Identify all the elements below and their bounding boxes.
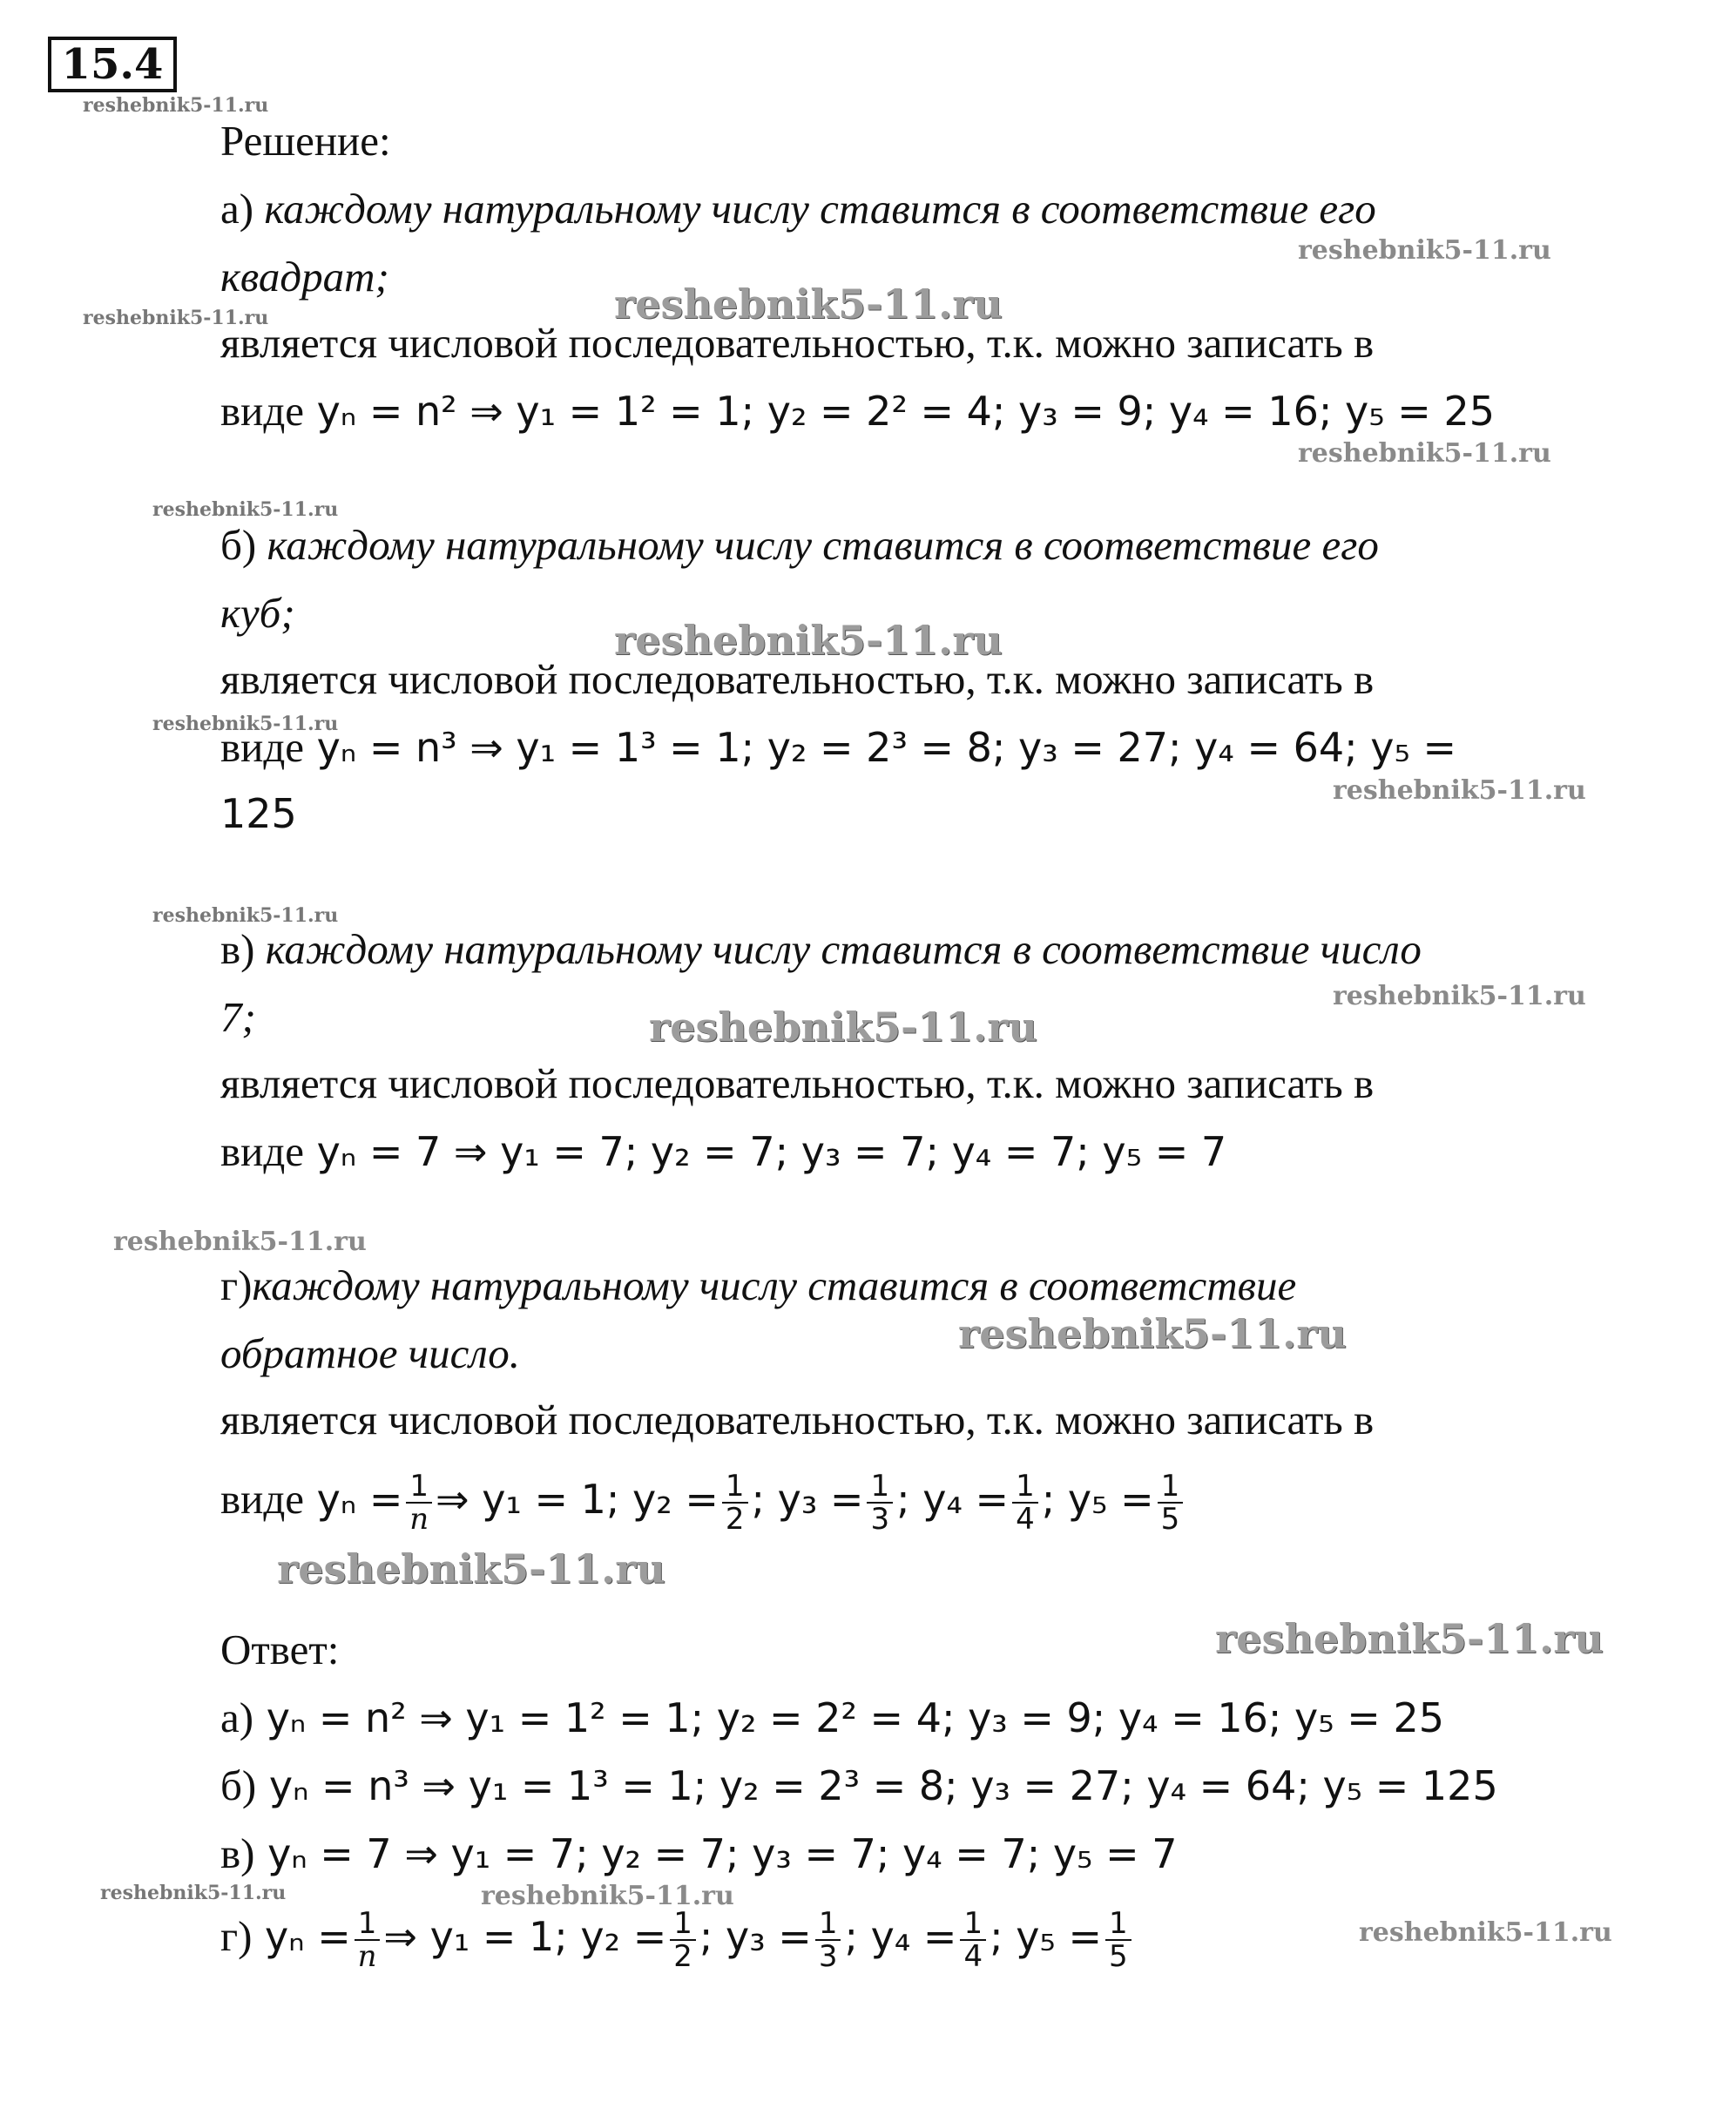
- fraction-numerator: 1: [960, 1908, 986, 1941]
- part-label: г): [220, 1912, 253, 1960]
- formula: y₂ =: [632, 1476, 719, 1523]
- problem-number: 15.4: [48, 37, 177, 92]
- formula: yₙ =: [265, 1913, 351, 1960]
- watermark: reshebnik5-11.ru: [958, 1310, 1347, 1357]
- fraction-denominator: 4: [1016, 1501, 1035, 1537]
- part-condition-line: 7;: [220, 993, 256, 1041]
- fraction: [722, 1470, 748, 1535]
- fraction-denominator: 2: [725, 1501, 745, 1537]
- watermark: reshebnik5-11.ru: [1298, 438, 1551, 469]
- watermark: reshebnik5-11.ru: [1298, 235, 1551, 266]
- fraction: [815, 1905, 841, 1974]
- fraction-numerator: 1: [815, 1908, 841, 1941]
- fraction-denominator: 4: [963, 1938, 983, 1974]
- part-b-condition: [220, 519, 1379, 571]
- fraction: [406, 1470, 432, 1535]
- formula: yₙ = 7 ⇒ y₁ = 7; y₂ = 7; y₃ = 7; y₄ = 7; y₅ = 7: [316, 1128, 1227, 1175]
- part-condition-line: каждому натуральному числу ставится в соответствие его: [267, 521, 1379, 569]
- formula: ; y₄ =: [896, 1476, 1010, 1523]
- part-label: в): [220, 1829, 255, 1877]
- part-condition-line: обратное число.: [220, 1329, 521, 1377]
- fraction: [355, 1905, 381, 1974]
- formula: ; y₄ =: [844, 1913, 957, 1960]
- formula: yₙ = 7 ⇒ y₁ = 7; y₂ = 7; y₃ = 7; y₄ = 7; y₅ = 7: [267, 1830, 1178, 1877]
- formula: ; y₅ =: [1041, 1476, 1154, 1523]
- fraction: [670, 1905, 696, 1974]
- watermark: reshebnik5-11.ru: [614, 281, 1003, 328]
- formula: ⇒ y₁ = 1;: [383, 1913, 568, 1960]
- part-c-condition: [220, 923, 1422, 976]
- answer-a: [220, 1692, 1444, 1744]
- part-condition-line: каждому натуральному числу ставится в соответствие число: [265, 925, 1422, 973]
- fraction-denominator: 2: [673, 1938, 692, 1974]
- formula: yₙ = n³ ⇒ y₁ = 1³ = 1; y₂ = 2³ = 8; y₃ = 27; y₄ = 64; y₅ =: [316, 724, 1457, 771]
- fraction-numerator: 1: [1158, 1470, 1184, 1504]
- part-explanation: является числовой последовательностью, т.к. можно записать в: [220, 655, 1375, 703]
- fraction-denominator: 5: [1160, 1501, 1180, 1537]
- formula-continuation: 125: [220, 790, 297, 837]
- part-condition-line: куб;: [220, 589, 295, 637]
- fraction-numerator: 1: [1012, 1470, 1038, 1504]
- part-a-condition: [220, 183, 1376, 235]
- watermark: reshebnik5-11.ru: [649, 1004, 1037, 1051]
- part-d-condition: [220, 1260, 1296, 1312]
- fraction: [1105, 1905, 1131, 1974]
- part-label: г): [220, 1261, 253, 1309]
- formula: yₙ =: [316, 1476, 403, 1523]
- part-explanation: является числовой последовательностью, т.к. можно записать в: [220, 319, 1375, 367]
- fraction-numerator: 1: [722, 1470, 748, 1504]
- watermark: reshebnik5-11.ru: [277, 1545, 665, 1592]
- fraction-numerator: 1: [406, 1470, 432, 1504]
- formula-prefix: виде: [220, 1127, 305, 1175]
- solution-heading: Решение:: [220, 117, 391, 165]
- fraction: [960, 1905, 986, 1974]
- watermark: reshebnik5-11.ru: [152, 713, 339, 735]
- formula: ; y₃ =: [699, 1913, 812, 1960]
- part-b-formula: [220, 721, 1456, 774]
- formula: yₙ = n² ⇒ y₁ = 1² = 1; y₂ = 2² = 4; y₃ = 9; y₄ = 16; y₅ = 25: [266, 1694, 1445, 1741]
- watermark: reshebnik5-11.ru: [100, 1882, 287, 1904]
- answer-b: [220, 1760, 1498, 1812]
- watermark: reshebnik5-11.ru: [83, 307, 269, 329]
- fraction-denominator: n: [409, 1501, 429, 1537]
- part-label: а): [220, 185, 254, 233]
- formula-prefix: виде: [220, 723, 305, 771]
- fraction: [1012, 1470, 1038, 1535]
- part-label: а): [220, 1693, 254, 1741]
- part-c-formula: [220, 1125, 1226, 1178]
- formula: ; y₅ =: [990, 1913, 1103, 1960]
- answer-d: [220, 1897, 1135, 1976]
- part-explanation: является числовой последовательностью, т.к. можно записать в: [220, 1059, 1375, 1107]
- fraction: [1158, 1470, 1184, 1535]
- formula-prefix: виде: [220, 387, 305, 435]
- fraction-numerator: 1: [867, 1470, 893, 1504]
- part-label: б): [220, 1761, 257, 1809]
- part-d-formula: [220, 1460, 1186, 1538]
- part-explanation: является числовой последовательностью, т.к. можно записать в: [220, 1396, 1375, 1443]
- part-label: в): [220, 925, 255, 973]
- watermark: reshebnik5-11.ru: [113, 1227, 367, 1257]
- fraction-denominator: 5: [1109, 1938, 1128, 1974]
- part-condition-line: каждому натуральному числу ставится в соответствие его: [264, 185, 1376, 233]
- part-a-formula: [220, 385, 1495, 437]
- answer-heading: Ответ:: [220, 1626, 340, 1673]
- part-condition-line: квадрат;: [220, 253, 389, 301]
- part-label: б): [220, 521, 257, 569]
- formula: yₙ = n² ⇒ y₁ = 1² = 1; y₂ = 2² = 4; y₃ = 9; y₄ = 16; y₅ = 25: [316, 388, 1495, 435]
- watermark: reshebnik5-11.ru: [1359, 1917, 1612, 1948]
- watermark: reshebnik5-11.ru: [83, 94, 269, 117]
- fraction-denominator: 3: [818, 1938, 838, 1974]
- watermark: reshebnik5-11.ru: [614, 617, 1003, 664]
- formula: y₂ =: [580, 1913, 667, 1960]
- formula-prefix: виде: [220, 1475, 305, 1523]
- watermark: reshebnik5-11.ru: [152, 498, 339, 521]
- fraction-denominator: 3: [870, 1501, 890, 1537]
- part-condition-line: каждому натуральному числу ставится в соответствие: [252, 1261, 1297, 1309]
- fraction-numerator: 1: [1105, 1908, 1131, 1941]
- fraction: [867, 1470, 893, 1535]
- watermark: reshebnik5-11.ru: [1333, 775, 1586, 806]
- fraction-numerator: 1: [355, 1908, 381, 1941]
- formula: yₙ = n³ ⇒ y₁ = 1³ = 1; y₂ = 2³ = 8; y₃ = 27; y₄ = 64; y₅ = 125: [268, 1762, 1498, 1809]
- fraction-numerator: 1: [670, 1908, 696, 1941]
- watermark: reshebnik5-11.ru: [481, 1881, 734, 1911]
- formula: ; y₃ =: [751, 1476, 864, 1523]
- formula: ⇒ y₁ = 1;: [436, 1476, 620, 1523]
- watermark: reshebnik5-11.ru: [152, 904, 339, 927]
- answer-c: [220, 1828, 1178, 1880]
- fraction-denominator: n: [357, 1938, 377, 1974]
- watermark: reshebnik5-11.ru: [1215, 1615, 1604, 1662]
- watermark: reshebnik5-11.ru: [1333, 981, 1586, 1011]
